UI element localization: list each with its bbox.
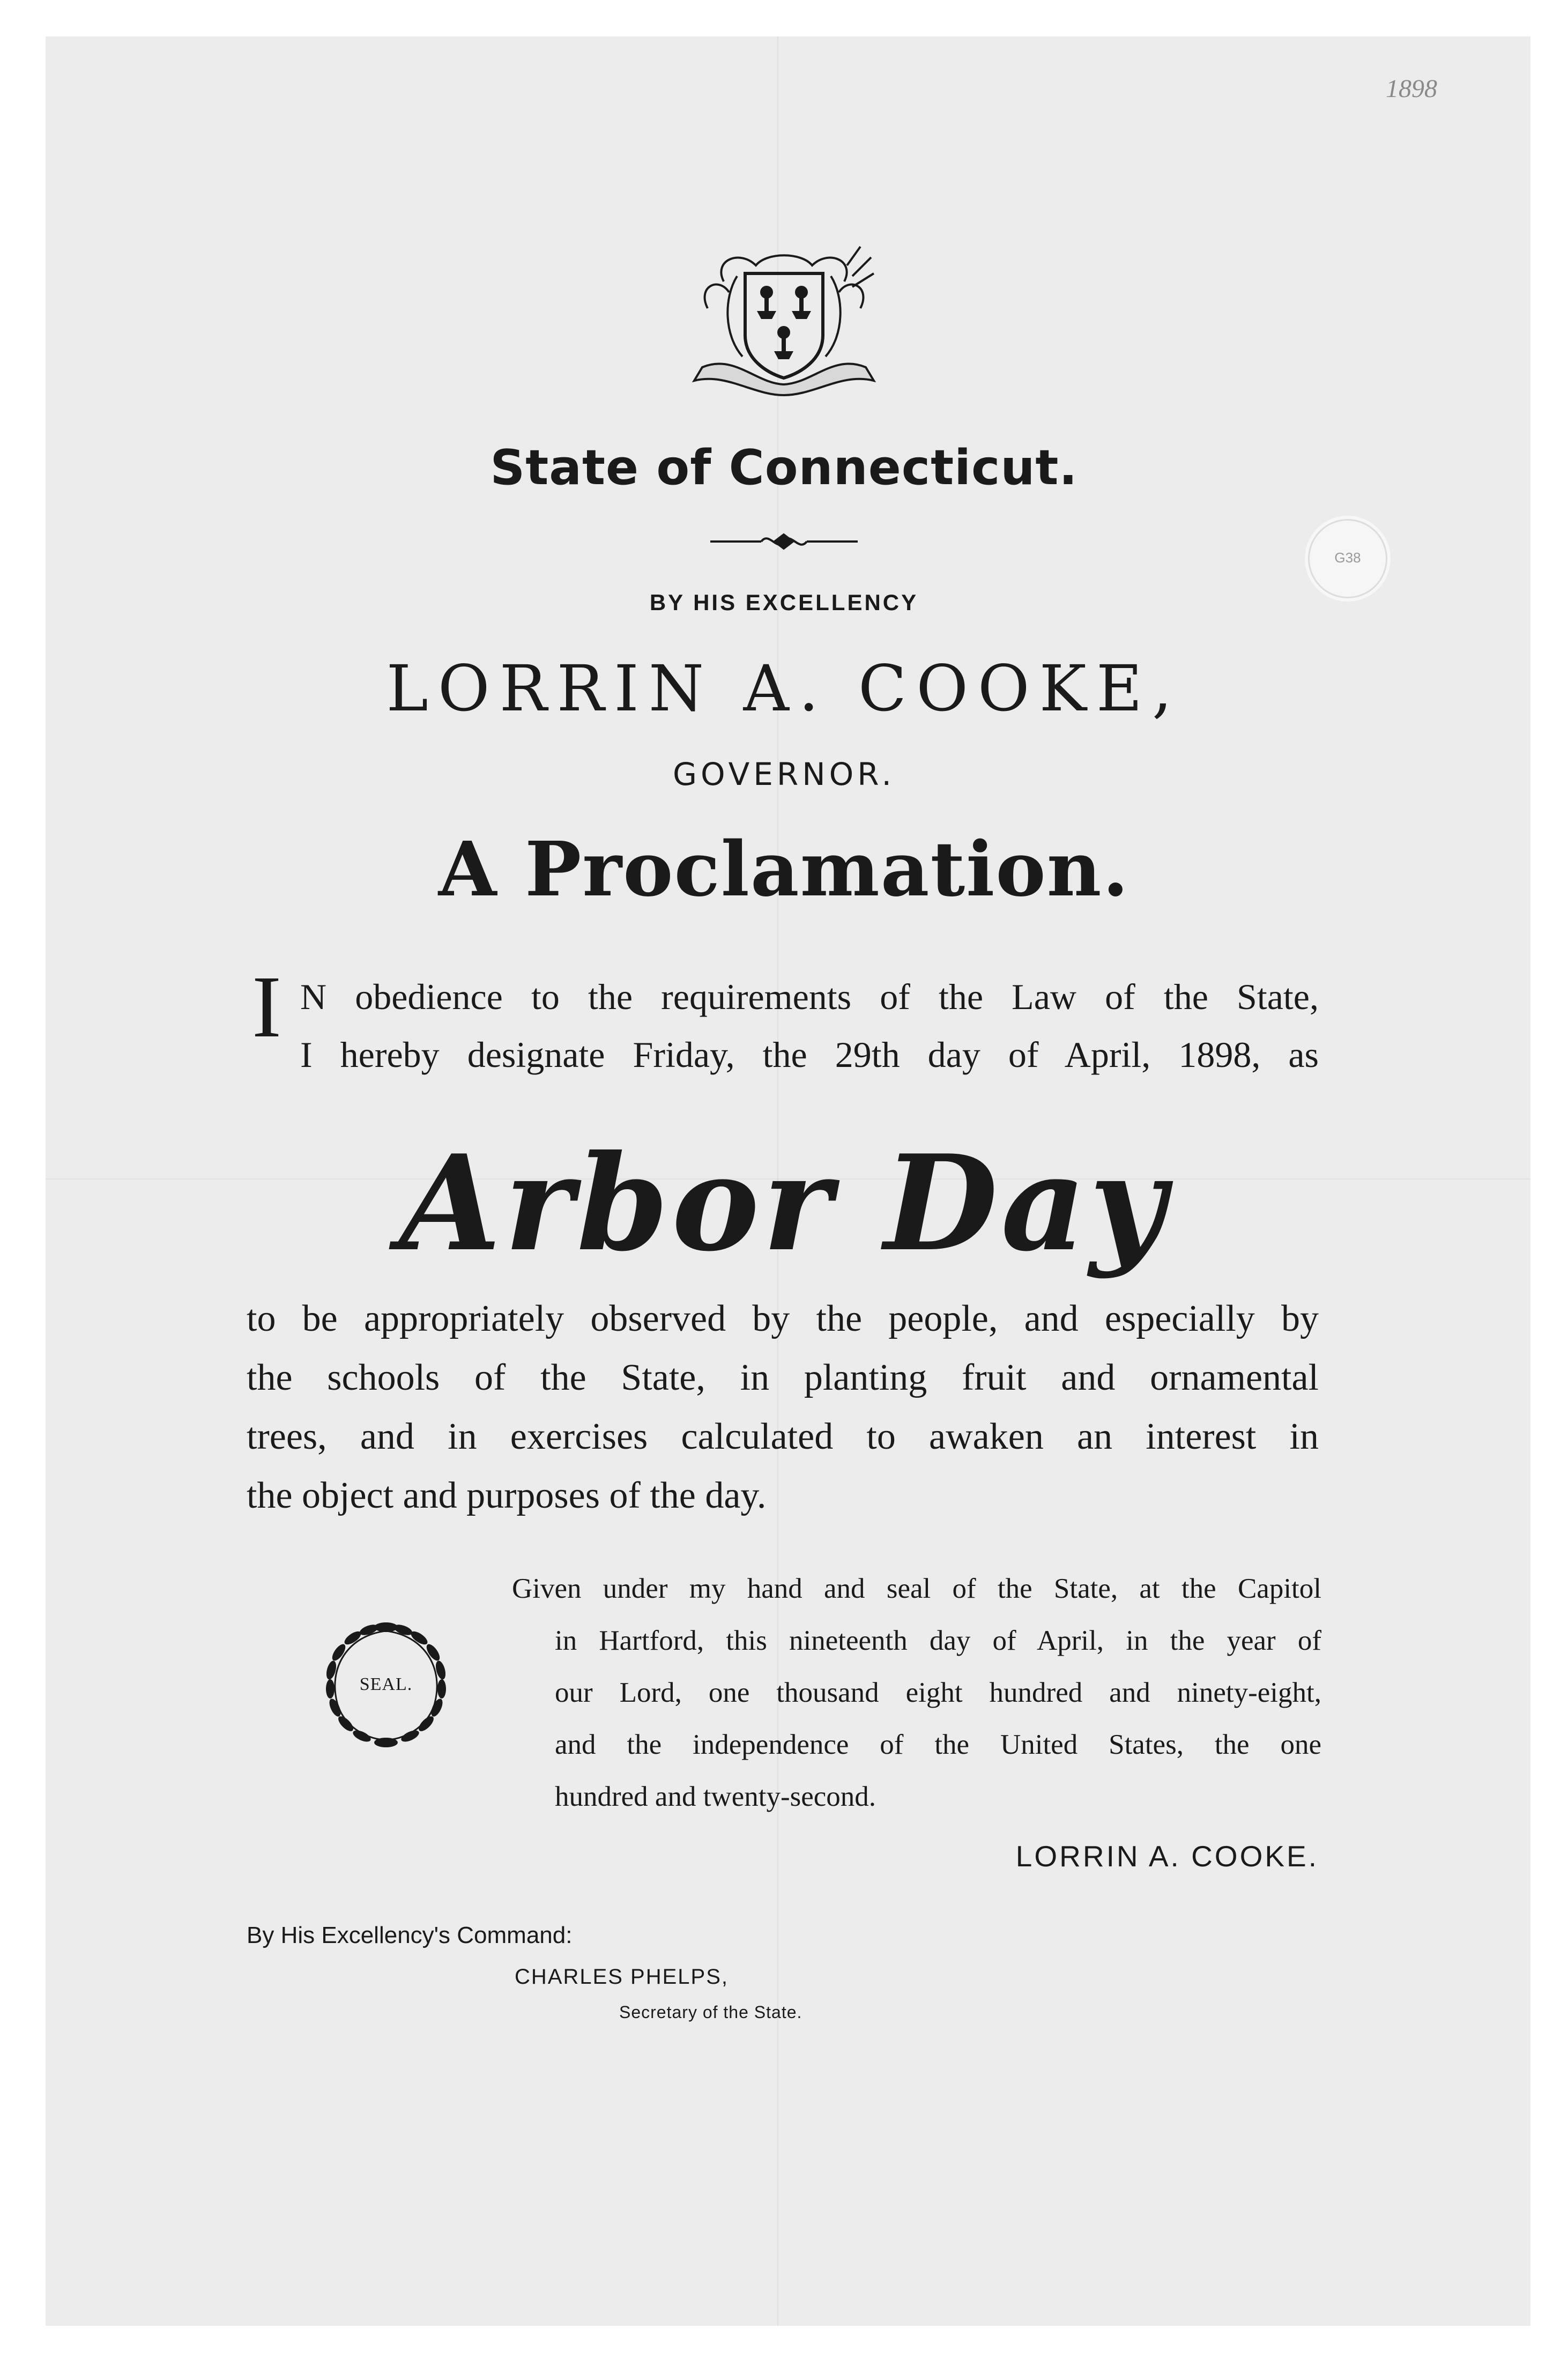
proclamation-body	[247, 1289, 1319, 1525]
body-line: to be appropriately observed by the people, and especially by	[247, 1298, 1319, 1339]
by-his-excellency: BY HIS EXCELLENCY	[649, 590, 919, 615]
proclamation-title: A Proclamation.	[438, 826, 1130, 914]
library-stamp	[1308, 519, 1387, 598]
seal-label: SEAL.	[359, 1674, 413, 1694]
library-stamp-text: G38	[1334, 550, 1361, 566]
given-line: Given under my hand and seal of the State, at the Capitol	[512, 1573, 1321, 1604]
governor-signature: LORRIN A. COOKE.	[1015, 1840, 1319, 1873]
opening-line-2: I hereby designate Friday, the 29th day of April, 1898, as	[300, 1034, 1319, 1075]
secretary-name: CHARLES PHELPS,	[515, 1965, 729, 1989]
body-line: the schools of the State, in planting fruit and ornamental	[247, 1357, 1319, 1398]
governor-title: GOVERNOR.	[673, 756, 895, 792]
given-line: and the independence of the United States, the one	[555, 1729, 1321, 1760]
drop-cap: I	[252, 958, 281, 1056]
secretary-title: Secretary of the State.	[619, 2003, 802, 2022]
command-line: By His Excellency's Command:	[247, 1922, 573, 1948]
catalog-year-note: 1898	[1386, 75, 1437, 103]
state-title: State of Connecticut.	[490, 440, 1078, 496]
given-under-paragraph	[512, 1563, 1321, 1823]
body-line: trees, and in exercises calculated to awaken an interest in	[247, 1416, 1319, 1457]
opening-line-1: N obedience to the requirements of the Law of the State,	[300, 976, 1319, 1017]
given-line: in Hartford, this nineteenth day of April, in the year of	[555, 1625, 1321, 1656]
governor-name: LORRIN A. COOKE,	[386, 651, 1182, 725]
decorative-rule-icon	[710, 528, 858, 555]
given-line: our Lord, one thousand eight hundred and ninety-eight,	[555, 1677, 1321, 1708]
arbor-day-heading: Arbor Day	[399, 1126, 1169, 1280]
state-coat-of-arms-icon	[692, 244, 876, 397]
body-line: the object and purposes of the day.	[247, 1475, 767, 1516]
given-line: hundred and twenty-second.	[555, 1781, 876, 1812]
